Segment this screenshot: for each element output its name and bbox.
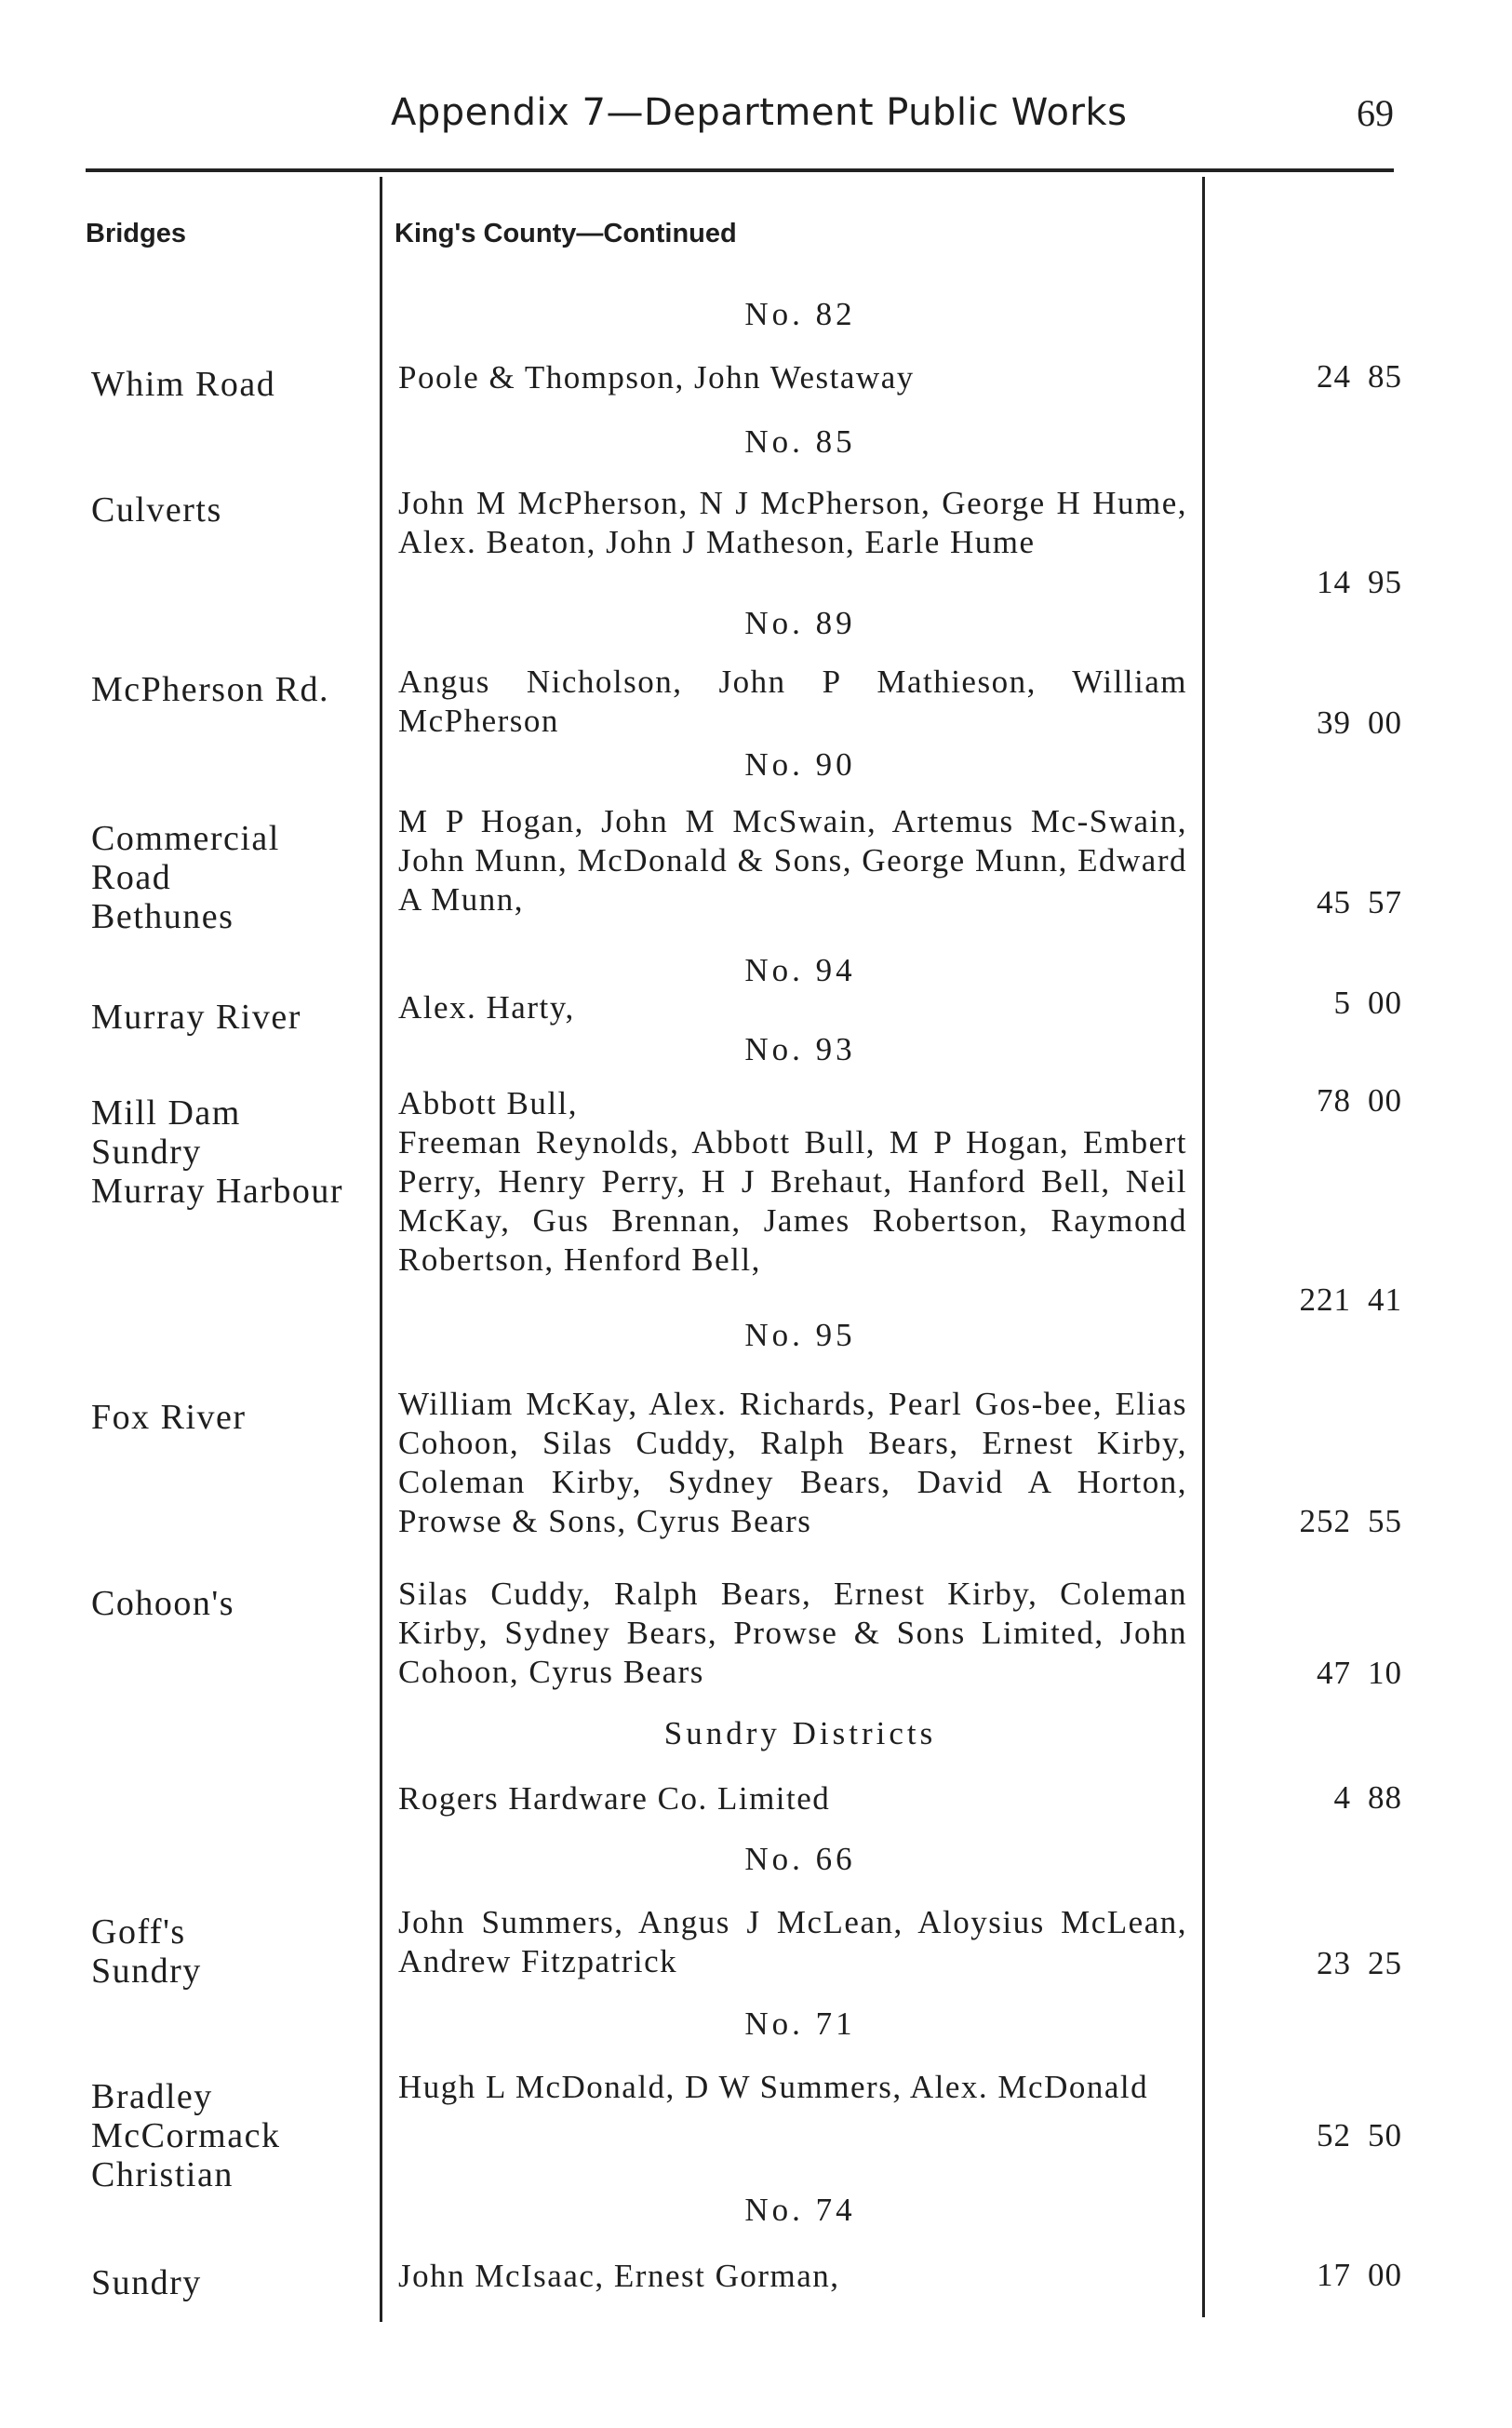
column-divider-left [380, 177, 382, 2322]
contractor-names: Angus Nicholson, John P Mathieson, William McPherson [398, 664, 1187, 739]
header-rule [86, 168, 1394, 172]
amount: 17 00 [1317, 2257, 1402, 2293]
location: McPherson Rd. [91, 670, 329, 709]
amount: 24 85 [1317, 358, 1402, 395]
location: Commercial Road Bethunes [91, 819, 280, 936]
location: Goff's Sundry [91, 1912, 202, 1991]
column-heading-bridges: Bridges [86, 219, 186, 248]
section-heading: No. 71 [744, 2005, 856, 2042]
amount: 78 00 [1317, 1082, 1402, 1119]
running-header: Appendix 7—Department Public Works [391, 91, 1128, 134]
amount: 52 50 [1317, 2117, 1402, 2153]
contractor-names: M P Hogan, John M McSwain, Artemus Mc-Swain, John Munn, McDonald & Sons, George Munn, Edward A Munn, [398, 803, 1187, 918]
contractor-names: John M McPherson, N J McPherson, George H Hume, Alex. Beaton, John J Matheson, Earle Hume [398, 485, 1187, 560]
contractor-names: Freeman Reynolds, Abbott Bull, M P Hogan, Embert Perry, Henry Perry, H J Brehaut, Hanford Bell, Neil McKay, Gus Brennan, James Robertson, Raymond Robertson, Henford Bell, [398, 1124, 1187, 1278]
location: Sundry [91, 2263, 202, 2302]
section-heading: No. 89 [744, 605, 856, 641]
column-heading-county: King's County—Continued [395, 219, 737, 248]
contractor-names: Poole & Thompson, John Westaway [398, 359, 915, 396]
section-heading: No. 90 [744, 746, 856, 783]
amount: 39 00 [1317, 704, 1402, 741]
location: Cohoon's [91, 1584, 234, 1623]
location: Bradley McCormack Christian [91, 2077, 281, 2194]
location: Fox River [91, 1398, 247, 1437]
page-number: 69 [1357, 92, 1394, 134]
location: Culverts [91, 490, 222, 530]
amount: 221 41 [1299, 1281, 1402, 1318]
contractor-names: Silas Cuddy, Ralph Bears, Ernest Kirby, Coleman Kirby, Sydney Bears, Prowse & Sons Limited, John Cohoon, Cyrus Bears [398, 1576, 1187, 1690]
location: Mill Dam Sundry Murray Harbour [91, 1093, 344, 1211]
contractor-names: John McIsaac, Ernest Gorman, [398, 2258, 840, 2294]
contractor-names: Rogers Hardware Co. Limited [398, 1780, 831, 1817]
amount: 45 57 [1317, 884, 1402, 920]
amount: 5 00 [1333, 985, 1402, 1021]
section-heading: No. 66 [744, 1841, 856, 1877]
section-heading: No. 82 [744, 296, 856, 332]
amount: 252 55 [1299, 1503, 1402, 1539]
section-heading: No. 95 [744, 1317, 856, 1353]
contractor-names: Hugh L McDonald, D W Summers, Alex. McDonald [398, 2069, 1149, 2105]
contractor-names: Abbott Bull, [398, 1085, 579, 1121]
location: Whim Road [91, 365, 276, 404]
column-divider-right [1202, 177, 1205, 2317]
amount: 14 95 [1317, 564, 1402, 600]
amount: 47 10 [1317, 1655, 1402, 1691]
contractor-names: John Summers, Angus J McLean, Aloysius McLean, Andrew Fitzpatrick [398, 1904, 1187, 1979]
amount: 4 88 [1333, 1779, 1402, 1816]
section-heading: No. 93 [744, 1031, 856, 1067]
amount: 23 25 [1317, 1945, 1402, 1981]
contractor-names: William McKay, Alex. Richards, Pearl Gos-bee, Elias Cohoon, Silas Cuddy, Ralph Bears, Ernest Kirby, Coleman Kirby, Sydney Bears, David A Horton, Prowse & Sons, Cyrus Bears [398, 1386, 1187, 1539]
section-heading: Sundry Districts [663, 1715, 937, 1751]
location: Murray River [91, 998, 301, 1037]
section-heading: No. 85 [744, 423, 856, 460]
section-heading: No. 74 [744, 2192, 856, 2228]
contractor-names: Alex. Harty, [398, 989, 575, 1026]
section-heading: No. 94 [744, 952, 856, 988]
